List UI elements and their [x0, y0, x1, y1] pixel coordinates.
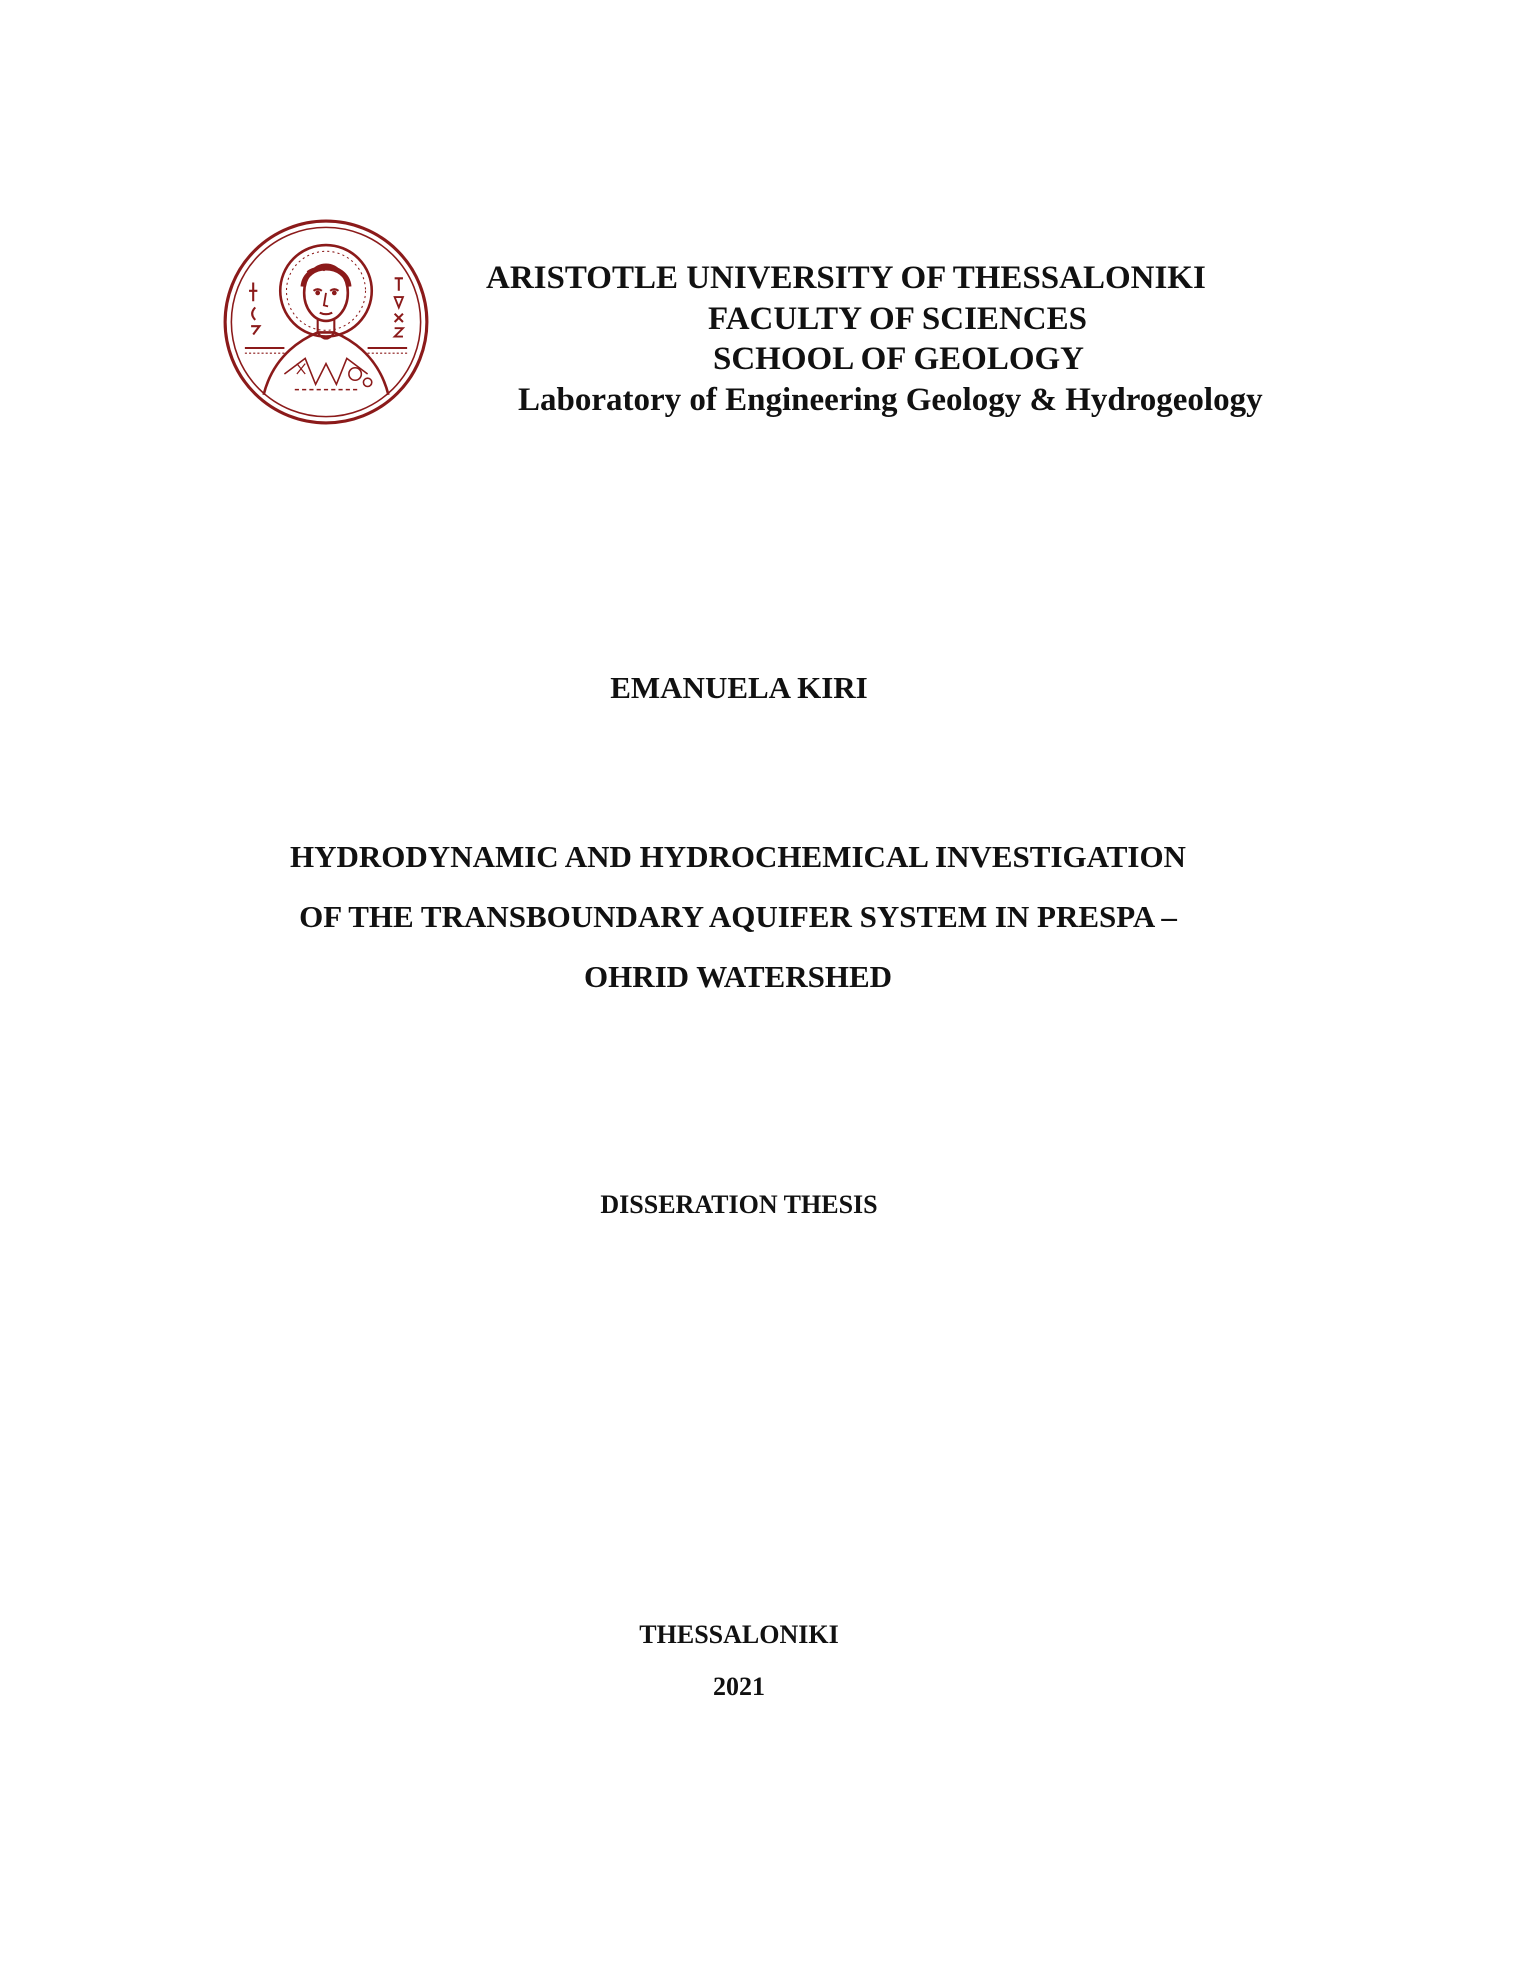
- year: 2021: [713, 1672, 765, 1701]
- faculty-name: FACULTY OF SCIENCES: [708, 301, 1087, 337]
- thesis-title: [0, 827, 1476, 1007]
- thesis-title-line: OF THE TRANSBOUNDARY AQUIFER SYSTEM IN PRESPA –: [299, 899, 1177, 934]
- school-name: SCHOOL OF GEOLOGY: [713, 341, 1085, 377]
- thesis-title-line: OHRID WATERSHED: [583, 959, 893, 994]
- city: THESSALONIKI: [639, 1620, 839, 1649]
- laboratory-name: Laboratory of Engineering Geology & Hydrogeology: [518, 382, 1263, 418]
- university-seal-icon: [222, 218, 430, 426]
- author-name: EMANUELA KIRI: [610, 670, 868, 705]
- thesis-type: DISSERATION THESIS: [600, 1190, 878, 1219]
- university-name: ARISTOTLE UNIVERSITY OF THESSALONIKI: [486, 260, 1206, 296]
- thesis-title-line: HYDRODYNAMIC AND HYDROCHEMICAL INVESTIGATION: [290, 839, 1186, 874]
